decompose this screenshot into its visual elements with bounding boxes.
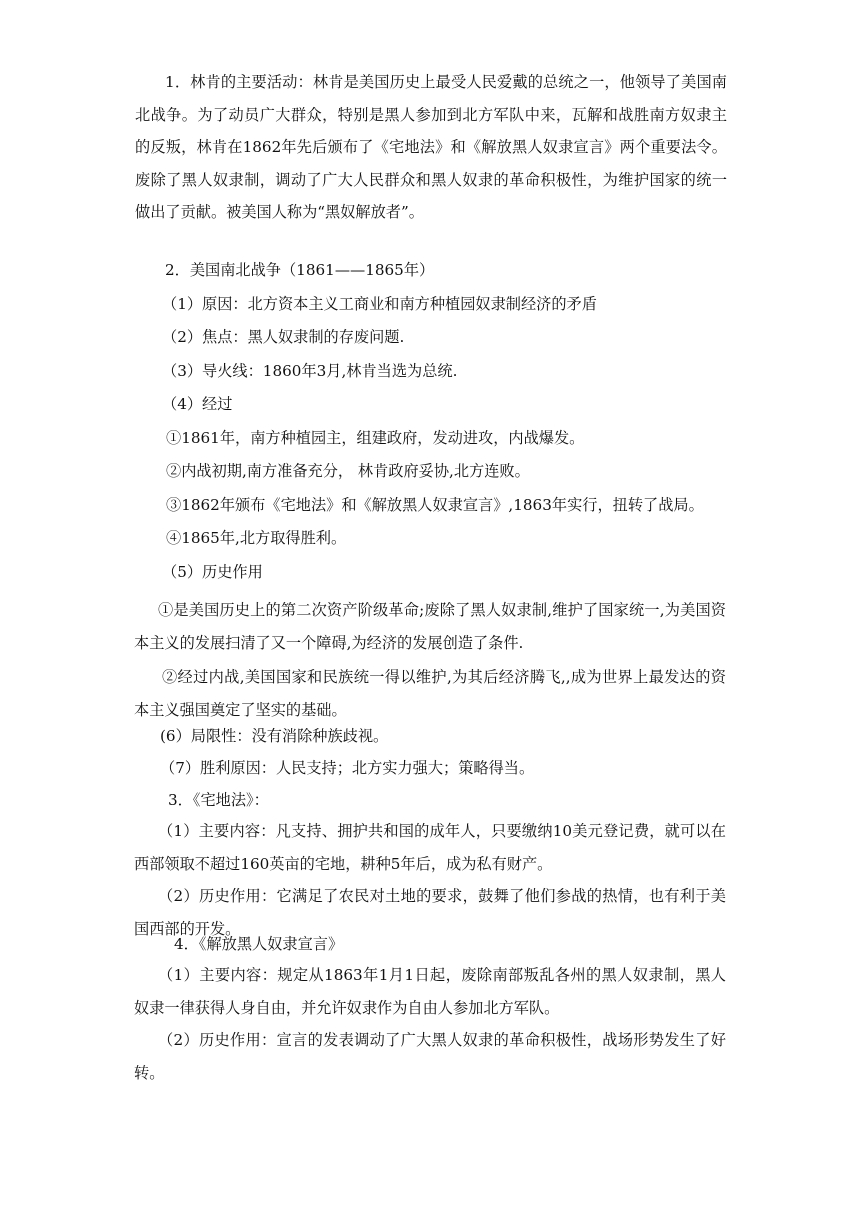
war-course-item: ③1862年颁布《宅地法》和《解放黑人奴隶宣言》,1863年实行，扭转了战局。 — [166, 496, 704, 514]
homestead-effect: （2）历史作用：它满足了农民对土地的要求，鼓舞了他们参战的热情，也有利于美国西部的开发。 — [134, 887, 726, 938]
war-role-heading: （5）历史作用 — [162, 563, 263, 581]
war-course-heading: （4）经过 — [162, 395, 233, 413]
war-course-item: ④1865年,北方取得胜利。 — [166, 529, 347, 547]
war-course-item: ①1861年，南方种植园主，组建政府，发动进攻，内战爆发。 — [166, 429, 585, 447]
war-course-item: ②内战初期,南方准备充分， 林肯政府妥协,北方连败。 — [166, 462, 530, 480]
war-limitation: (6）局限性：没有消除种族歧视。 — [160, 727, 389, 745]
emancipation-effect: （2）历史作用：宣言的发表调动了广大黑人奴隶的革命积极性，战场形势发生了好转。 — [134, 1031, 726, 1082]
war-role-item: ②经过内战,美国国家和民族统一得以维护,为其后经济腾飞,,成为世界上最发达的资本主义强国奠定了坚实的基础。 — [134, 668, 726, 719]
war-focus: （2）焦点：黑人奴隶制的存废问题. — [162, 328, 405, 346]
war-role-item: ①是美国历史上的第二次资产阶级革命;废除了黑人奴隶制,维护了国家统一,为美国资本主义的发展扫清了又一个障碍,为经济的发展创造了条件. — [134, 601, 726, 652]
paragraph-lincoln-activities: 1．林肯的主要活动：林肯是美国历史上最受人民爱戴的总统之一，他领导了美国南北战争。为了动员广大群众，特别是黑人参加到北方军队中来，瓦解和战胜南方奴隶主的反叛，林肯在1862年先后颁布了《宅地法》和《解放黑人奴隶宣言》两个重要法令。废除了黑人奴隶制，调动了广大人民群众和黑人奴隶的革命积极性，为维护国家的统一做出了贡献。被美国人称为“黑奴解放者”。 — [135, 73, 727, 221]
war-trigger: （3）导火线：1860年3月,林肯当选为总统. — [162, 362, 458, 380]
heading-homestead-act: 3．《宅地法》： — [168, 791, 269, 809]
heading-emancipation: 4．《解放黑人奴隶宣言》 — [174, 935, 344, 953]
emancipation-content: （1）主要内容：规定从1863年1月1日起，废除南部叛乱各州的黑人奴隶制，黑人奴隶一律获得人身自由，并允许奴隶作为自由人参加北方军队。 — [134, 966, 726, 1017]
war-cause: （1）原因：北方资本主义工商业和南方种植园奴隶制经济的矛盾 — [162, 295, 597, 313]
war-victory-reasons: （7）胜利原因：人民支持；北方实力强大；策略得当。 — [160, 759, 535, 777]
homestead-content: （1）主要内容：凡支持、拥护共和国的成年人，只要缴纳10美元登记费，就可以在西部领取不超过160英亩的宅地，耕种5年后，成为私有财产。 — [134, 822, 726, 873]
heading-civil-war: 2．美国南北战争（1861——1865年） — [165, 261, 435, 279]
